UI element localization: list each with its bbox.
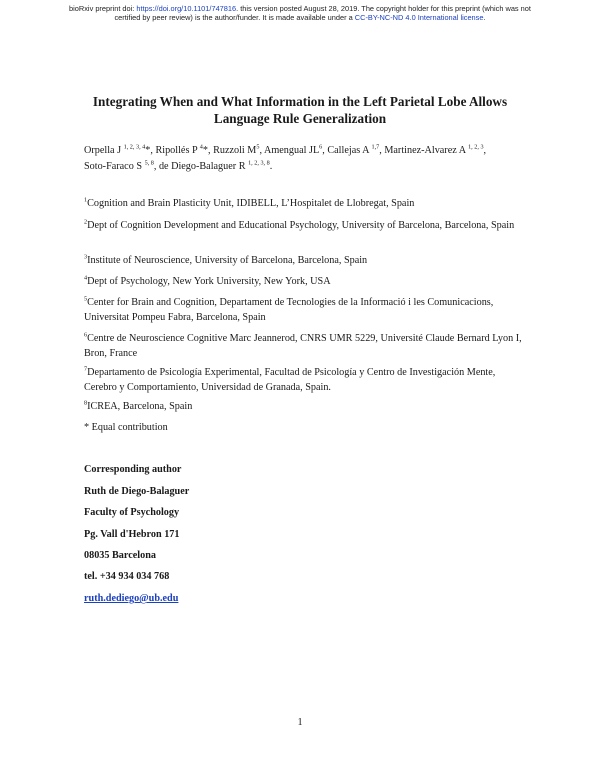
author: Soto-Faraco S $^{5, 8}$,	[84, 159, 159, 172]
corresponding-author-heading: Corresponding author	[84, 464, 182, 475]
author: Ripollés P $^4$*,	[155, 143, 214, 156]
paper-title	[40, 93, 560, 127]
corresponding-author-email-link[interactable]: ruth.dediego@ub.edu	[84, 593, 179, 604]
author: Callejas A $^{1,7}$,	[327, 143, 385, 156]
notice-line-2: certified by peer review) is the author/funder. It is made available under a CC-BY-NC-ND 4.0 International license.	[114, 13, 486, 22]
corresponding-author-postcode: 08035 Barcelona	[84, 550, 156, 561]
equal-contribution-note: * Equal contribution	[84, 422, 168, 433]
corresponding-author-phone: tel. +34 934 034 768	[84, 571, 170, 582]
affiliation-4: $^4$Dept of Psychology, New York University, New York, USA	[84, 274, 331, 287]
affiliation-3: $^3$Institute of Neuroscience, University of Barcelona, Barcelona, Spain	[84, 253, 368, 266]
page-number: 1	[297, 717, 303, 728]
affiliation-6: $^6$Centre de Neuroscience Cognitive Marc Jeannerod, CNRS UMR 5229, Université Claude Bernard Lyon I, Bron, France	[84, 331, 522, 359]
notice-line-1: bioRxiv preprint doi: https://doi.org/10.1101/747816. this version posted August 28, 2019. The copyright holder for this preprint (which was not	[69, 4, 531, 13]
author: Orpella J $^{1, 2, 3, 4}$*,	[84, 143, 156, 156]
title-line-1: Integrating When and What Information in the Left Parietal Lobe Allows	[92, 94, 508, 109]
corresponding-author-name: Ruth de Diego-Balaguer	[84, 486, 190, 497]
affiliation-8: $^8$ICREA, Barcelona, Spain	[84, 399, 193, 412]
corresponding-author-street: Pg. Vall d'Hebron 171	[84, 529, 180, 540]
affiliation-2: $^2$Dept of Cognition Development and Educational Psychology, University of Barcelona, Barcelona, Spain	[84, 218, 515, 231]
doi-link[interactable]: https://doi.org/10.1101/747816	[136, 4, 237, 13]
affiliation-1: $^1$Cognition and Brain Plasticity Unit, IDIBELL, L’Hospitalet de Llobregat, Spain	[84, 196, 415, 209]
affiliation-7: $^7$Departamento de Psicología Experimental, Facultad de Psicología y Centro de Investigación Mente, Cerebro y Comportamiento, Universidad de Granada, Spain.	[84, 365, 496, 393]
author: de Diego-Balaguer R $^{1, 2, 3, 8}$.	[158, 159, 273, 172]
author: Amengual $JL^6$,	[264, 143, 328, 156]
license-link[interactable]: CC-BY-NC-ND 4.0 International license	[354, 13, 484, 22]
author: Ruzzoli $M^5$,	[213, 143, 264, 156]
corresponding-author-faculty: Faculty of Psychology	[84, 507, 180, 518]
author: Martinez-Alvarez A $^{1, 2, 3}$,	[384, 143, 487, 156]
affiliation-5: $^5$Center for Brain and Cognition, Departament de Tecnologies de la Informació i les Comunicacions, Universitat Pompeu Fabra, Barcelona, Spain	[84, 295, 494, 323]
author-list	[84, 143, 524, 174]
title-line-2: Language Rule Generalization	[213, 111, 387, 126]
preprint-notice	[0, 4, 600, 22]
